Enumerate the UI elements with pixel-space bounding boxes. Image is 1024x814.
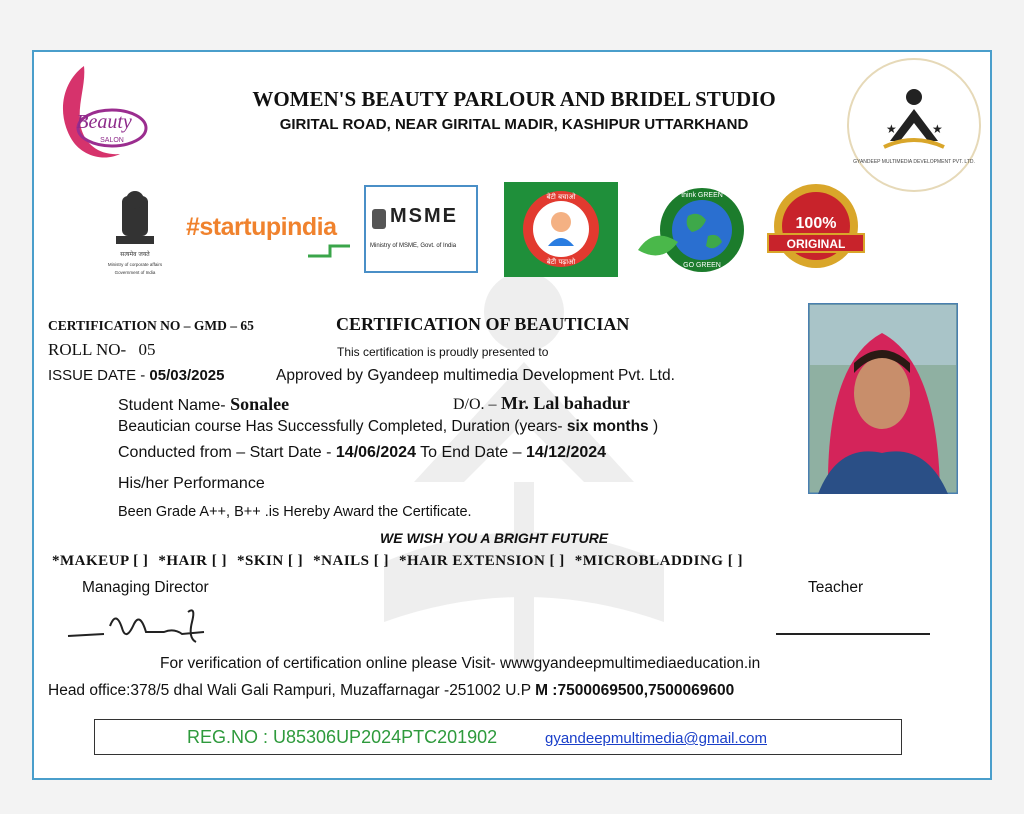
- end-date: 14/12/2024: [525, 444, 607, 461]
- subject-hair: *HAIR [ ]: [158, 553, 227, 569]
- issue-date: [48, 367, 225, 384]
- studio-address: GIRITAL ROAD, NEAR GIRITAL MADIR, KASHIPUR UTTARKHAND: [279, 116, 749, 133]
- to-end-label: To End Date –: [420, 444, 522, 461]
- issue-value: 05/03/2025: [149, 367, 225, 384]
- gyandeep-caption: GYANDEEP MULTIMEDIA DEVELOPMENT PVT. LTD.: [853, 159, 975, 165]
- msme-logo-text: MSME: [390, 205, 458, 227]
- do-label: D/O. –: [453, 396, 497, 413]
- registration-number: REG.NO : U85306UP2024PTC201902: [187, 727, 498, 747]
- course-prefix: Beautician course Has Successfully Completed, Duration (years-: [118, 418, 563, 435]
- conducted-prefix: Conducted from – Start Date -: [118, 444, 332, 461]
- beti-bachao-logo: [504, 182, 618, 277]
- svg-text:★: ★: [886, 122, 897, 136]
- roll-label: ROLL NO-: [48, 340, 127, 359]
- subject-skin: *SKIN [ ]: [237, 553, 304, 569]
- svg-text:★: ★: [932, 122, 943, 136]
- teacher-label: Teacher: [808, 579, 864, 596]
- verification-text: For verification of certification online please Visit- wwwgyandeepmultimediaeducation.in: [160, 655, 761, 672]
- start-date: 14/06/2024: [335, 444, 416, 461]
- msme-caption: Ministry of MSME, Govt. of India: [370, 243, 457, 249]
- student-name: [118, 394, 289, 415]
- course-suffix: ): [652, 418, 659, 435]
- performance-text: His/her Performance: [118, 475, 265, 492]
- head-office-text: Head office:378/5 dhal Wali Gali Rampuri, Muzaffarnagar -251002 U.P: [48, 682, 531, 699]
- head-office-line: [48, 682, 734, 700]
- mobile-label: M :: [535, 682, 558, 699]
- wish-text: WE WISH YOU A BRIGHT FUTURE: [380, 530, 609, 546]
- issue-label: ISSUE DATE -: [48, 367, 146, 384]
- original-badge-logo: [764, 180, 868, 276]
- startupindia-underline: [306, 242, 352, 260]
- mobile-value: 7500069500,7500069600: [557, 682, 735, 699]
- certification-number: CERTIFICATION NO – GMD – 65: [48, 318, 254, 333]
- think-green-text: think GREEN: [681, 192, 723, 199]
- bbbp-top-text: बेटी बचाओ: [546, 193, 576, 201]
- director-signature: [64, 602, 214, 648]
- original-percent-text: 100%: [795, 215, 837, 232]
- conducted-line: [118, 444, 606, 462]
- studio-title: WOMEN'S BEAUTY PARLOUR AND BRIDEL STUDIO: [252, 87, 776, 111]
- student-photo: [808, 303, 958, 494]
- daughter-of: [453, 393, 630, 414]
- teacher-signature-line: [776, 633, 930, 635]
- managing-director-label: Managing Director: [82, 579, 209, 596]
- course-line: [118, 418, 658, 436]
- subject-nails: *NAILS [ ]: [313, 553, 390, 569]
- subject-microbladding: *MICROBLADDING [ ]: [574, 553, 743, 569]
- course-duration: six months: [566, 418, 649, 435]
- roll-number: [48, 340, 155, 360]
- student-value: Sonalee: [230, 394, 290, 414]
- registration-box: [94, 719, 902, 755]
- national-emblem-logo: [100, 188, 170, 284]
- emblem-caption-3: Government of India: [114, 270, 156, 275]
- msme-logo: [364, 185, 478, 273]
- student-label: Student Name-: [118, 397, 226, 414]
- roll-value: 05: [138, 340, 156, 359]
- subjects-line: [52, 553, 743, 570]
- emblem-caption-2: Ministry of corporate affairs: [107, 262, 163, 267]
- bbbp-bottom-text: बेटी पढ़ाओ: [546, 258, 576, 266]
- do-value: Mr. Lal bahadur: [501, 393, 630, 413]
- approved-text: Approved by Gyandeep multimedia Development Pvt. Ltd.: [276, 367, 675, 384]
- grade-text: Been Grade A++, B++ .is Hereby Award the Certificate.: [118, 504, 472, 520]
- beauty-salon-word: Beauty: [76, 111, 132, 133]
- gyandeep-logo: [844, 57, 984, 193]
- startupindia-logo: #startupindia: [186, 213, 337, 241]
- beauty-salon-sub: SALON: [100, 137, 124, 144]
- original-word-text: ORIGINAL: [786, 237, 846, 251]
- subject-hair-extension: *HAIR EXTENSION [ ]: [399, 553, 565, 569]
- go-green-text: GO GREEN: [683, 262, 721, 269]
- presented-text: This certification is proudly presented to: [337, 345, 549, 359]
- subject-makeup: *MAKEUP [ ]: [52, 553, 149, 569]
- email-link[interactable]: gyandeepmultimedia@gmail.com: [545, 730, 767, 747]
- beauty-salon-logo: [42, 62, 152, 172]
- think-green-logo: [632, 180, 762, 280]
- certificate-title: CERTIFICATION OF BEAUTICIAN: [336, 314, 630, 334]
- emblem-caption-1: सत्यमेव जयते: [120, 251, 150, 258]
- msme-emblem-icon: [372, 209, 386, 229]
